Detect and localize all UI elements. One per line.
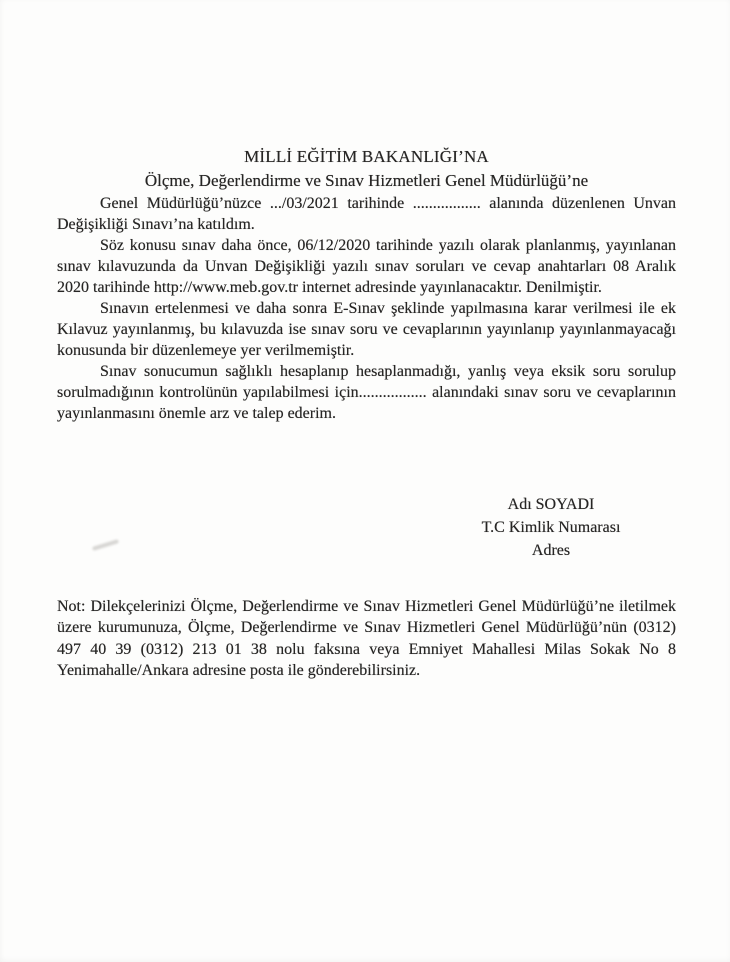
paragraph-exam-participation: Genel Müdürlüğü’nüzce .../03/2021 tarihinde ................. alanında düzenlenen Unvan Değişikliği Sınavı’na katıldım. — [57, 195, 676, 233]
signature-id-number-label: T.C Kimlik Numarası — [481, 519, 621, 536]
signature-block — [416, 493, 686, 562]
signature-name: Adı SOYADI — [507, 496, 595, 513]
paragraph-original-plan: Söz konusu sınav daha önce, 06/12/2020 tarihinde yazılı olarak planlanmış, yayınlanan sınav kılavuzunda da Unvan Değişikliği yazılı sınav soruları ve cevap anahtarları 08 Aralık 2020 tarihinde http://www.meb.gov.tr internet adresinde yayınlanacaktır. Denilmiştir. — [57, 237, 676, 296]
scan-smudge-artifact — [92, 539, 119, 551]
paragraph-request: Sınav sonucumun sağlıklı hesaplanıp hesaplanmadığı, yanlış veya eksik soru sorulup sorulmadığının kontrolünün yapılabilmesi için................. alanındaki sınav soru ve cevaplarının yayınlanmasını önemle arz ve talep ederim. — [57, 363, 676, 422]
recipient-directorate-line: Ölçme, Değerlendirme ve Sınav Hizmetleri Genel Müdürlüğü’ne — [144, 171, 589, 190]
recipient-ministry-line: MİLLİ EĞİTİM BAKANLIĞI’NA — [244, 147, 489, 166]
signature-address-label: Adres — [531, 542, 571, 559]
recipient-heading — [57, 145, 676, 193]
paragraph-postponement: Sınavın ertelenmesi ve daha sonra E-Sınav şeklinde yapılmasına karar verilmesi ile ek Kılavuz yayınlanmış, bu kılavuzda ise sınav soru ve cevaplarının yayınlanıp yayınlanmayacağı konusunda bir düzenlemeye yer verilmemiştir. — [57, 300, 676, 359]
note-paragraph: Not: Dilekçelerinizi Ölçme, Değerlendirme ve Sınav Hizmetleri Genel Müdürlüğü’ne iletilmek üzere kurumunuza, Ölçme, Değerlendirme ve Sınav Hizmetleri Genel Müdürlüğü’nün (0312) 497 40 39 (0312) 213 01 38 nolu faksına veya Emniyet Mahallesi Milas Sokak No 8 Yenimahalle/Ankara adresine posta ile gönderebilirsiniz. — [57, 598, 676, 679]
